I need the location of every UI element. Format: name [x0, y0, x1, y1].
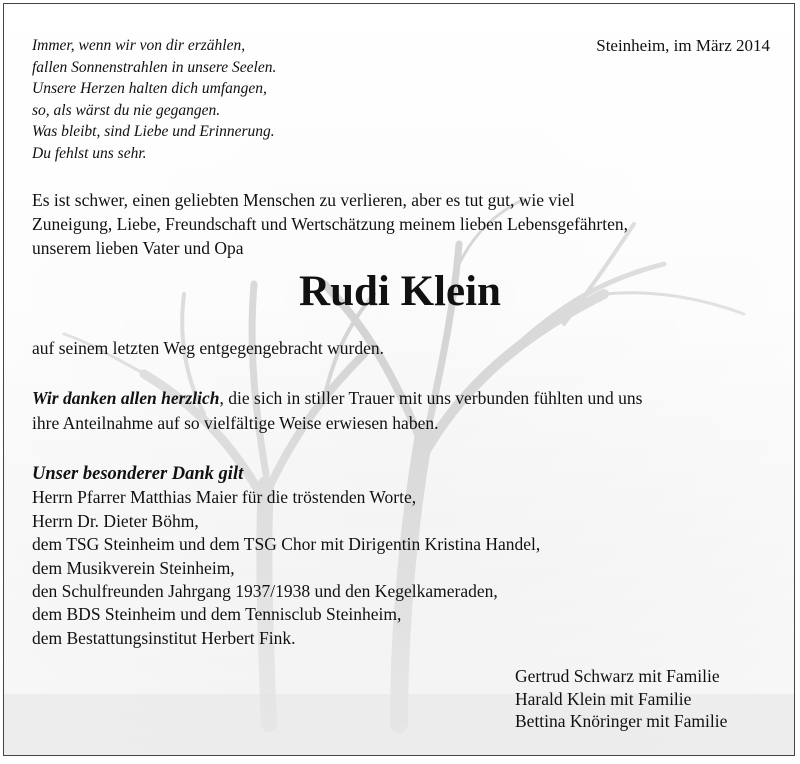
memorial-poem	[32, 35, 276, 165]
poem-line: Du fehlst uns sehr.	[32, 144, 147, 162]
thanks-item: dem Bestattungsinstitut Herbert Fink.	[32, 627, 296, 648]
intro-line: Zuneigung, Liebe, Freundschaft und Wertschätzung meinem lieben Lebensgefährten,	[32, 214, 628, 234]
intro-paragraph	[32, 188, 628, 260]
poem-line: fallen Sonnenstrahlen in unsere Seelen.	[32, 58, 277, 76]
poem-line: Was bleibt, sind Liebe und Erinnerung.	[32, 123, 275, 141]
special-thanks-section	[32, 463, 540, 650]
intro-line: unserem lieben Vater und Opa	[32, 238, 244, 258]
gratitude-rest: , die sich in stiller Trauer mit uns verbunden fühlten und uns	[219, 388, 643, 408]
deceased-name: Rudi Klein	[299, 268, 501, 315]
thanks-item: den Schulfreunden Jahrgang 1937/1938 und den Kegelkameraden,	[32, 581, 498, 602]
signer: Harald Klein mit Familie	[515, 688, 692, 709]
special-thanks-heading: Unser besonderer Dank gilt	[32, 464, 244, 484]
thanks-item: dem BDS Steinheim und dem Tennisclub Steinheim,	[32, 604, 402, 625]
gratitude-line-2: ihre Anteilnahme auf so vielfältige Weise erwiesen haben.	[32, 413, 439, 433]
poem-line: Unsere Herzen halten dich umfangen,	[32, 80, 267, 98]
obituary-card	[3, 3, 795, 756]
gratitude-emphasis: Wir danken allen herzlich	[32, 388, 220, 408]
thanks-item: dem Musikverein Steinheim,	[32, 557, 235, 578]
poem-line: Immer, wenn wir von dir erzählen,	[32, 37, 246, 54]
place-date-line: Steinheim, im März 2014	[596, 36, 770, 55]
thanks-item: dem TSG Steinheim und dem TSG Chor mit Dirigentin Kristina Handel,	[32, 534, 541, 555]
signers-block	[515, 665, 727, 733]
signer: Bettina Knöringer mit Familie	[515, 711, 728, 731]
last-way-line: auf seinem letzten Weg entgegengebracht wurden.	[32, 338, 385, 358]
thanks-item: Herrn Dr. Dieter Böhm,	[32, 510, 199, 531]
gratitude-paragraph	[32, 386, 642, 436]
gratitude-line-1	[32, 386, 642, 411]
thanks-item: Herrn Pfarrer Matthias Maier für die tröstenden Worte,	[32, 487, 417, 508]
intro-line: Es ist schwer, einen geliebten Menschen zu verlieren, aber es tut gut, wie viel	[32, 190, 575, 210]
signer: Gertrud Schwarz mit Familie	[515, 666, 720, 686]
poem-line: so, als wärst du nie gegangen.	[32, 101, 221, 119]
